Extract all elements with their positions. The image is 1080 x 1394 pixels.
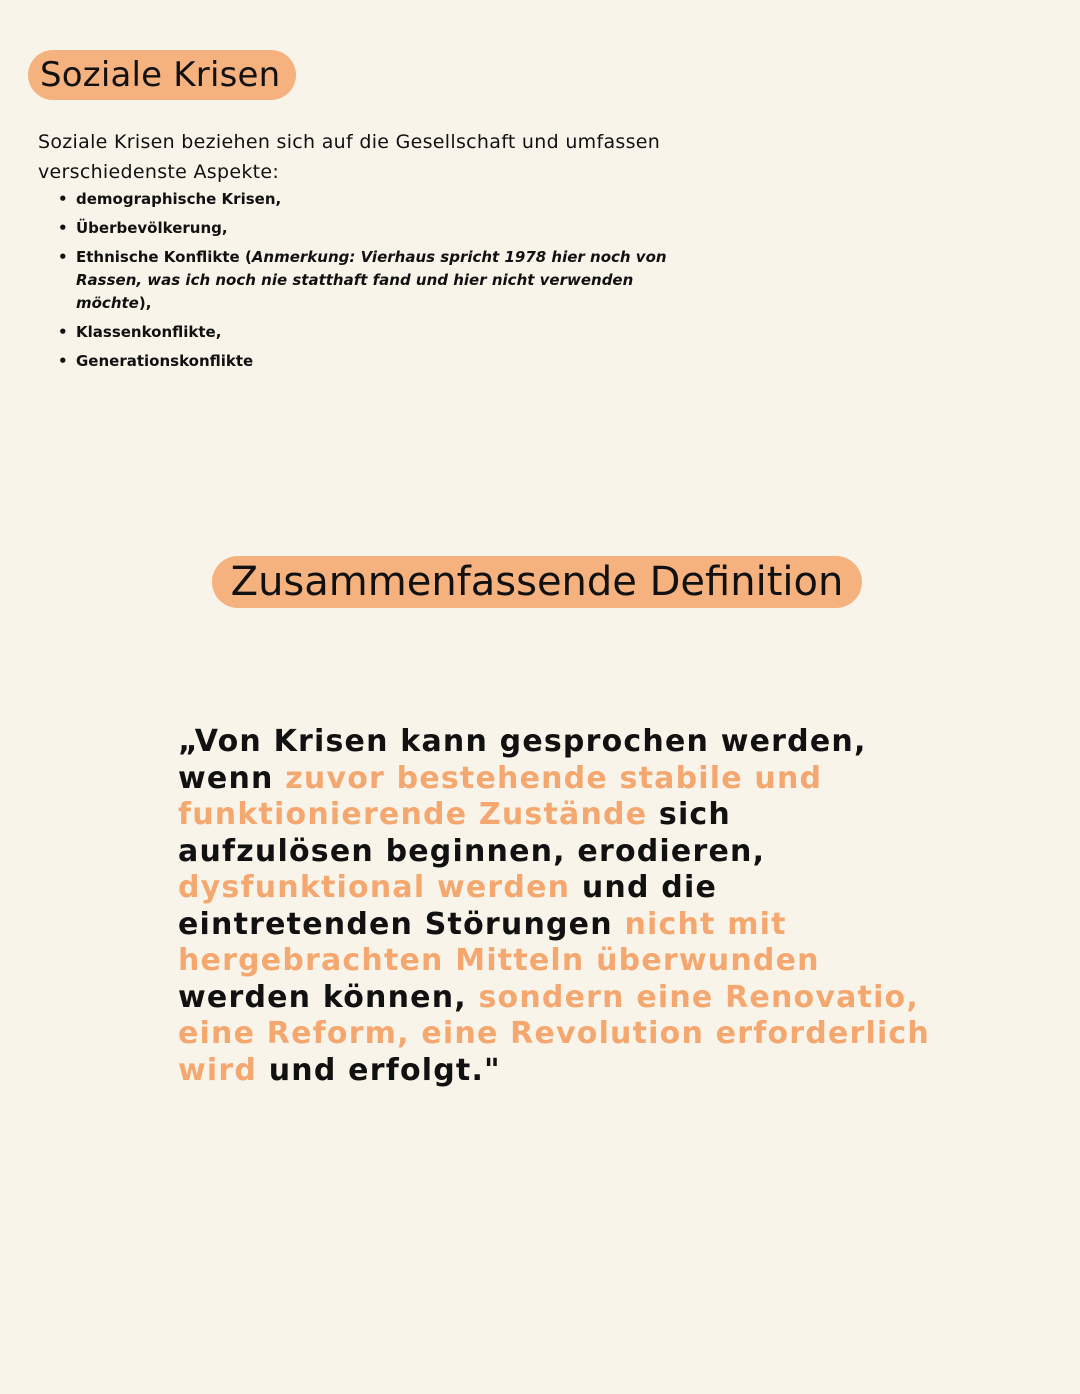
list-item-text: demographische Krisen, xyxy=(76,190,282,208)
quote-segment: „Von Krisen kann gesprochen werden, wenn xyxy=(178,724,867,796)
intro-paragraph xyxy=(38,127,678,187)
intro-text: Soziale Krisen beziehen sich auf die Gesellschaft und umfassen verschiedenste Aspekte: xyxy=(38,131,661,183)
quote-highlight: nicht mit hergebrachten Mitteln überwunden xyxy=(178,906,820,978)
list-item xyxy=(56,321,676,344)
quote-highlight: dysfunktional werden xyxy=(178,870,571,905)
quote-segment: werden können, xyxy=(178,979,479,1015)
list-item xyxy=(56,188,676,211)
list-item xyxy=(56,350,676,373)
list-item-text: Generationskonflikte xyxy=(76,352,254,370)
quote-highlight: zuvor bestehende stabile und funktionierende Zustände xyxy=(178,760,823,832)
list-item-note: Anmerkung: Vierhaus spricht 1978 hier noch von Rassen, was ich noch nie statthaft fand und hier nicht verwenden möchte xyxy=(76,248,667,312)
list-item-text-after: ), xyxy=(138,294,152,312)
quote-segment: und die eintretenden Störungen xyxy=(178,870,717,942)
list-item xyxy=(56,217,676,240)
section-heading-soziale-krisen: Soziale Krisen xyxy=(28,50,296,100)
aspects-list xyxy=(56,188,676,379)
list-item xyxy=(56,246,676,315)
definition-quote xyxy=(178,724,938,1089)
quote-segment: sich aufzulösen beginnen, erodieren, xyxy=(178,797,766,869)
list-item-text: Überbevölkerung, xyxy=(76,219,228,237)
list-item-text: Ethnische Konflikte ( xyxy=(76,248,252,266)
quote-segment: und erfolgt." xyxy=(257,1052,501,1088)
list-item-text: Klassenkonflikte, xyxy=(76,323,222,341)
quote-highlight: sondern eine Renovatio, eine Reform, eine Revolution erforderlich wird xyxy=(178,979,930,1088)
section-heading-definition: Zusammenfassende Definition xyxy=(212,556,862,608)
